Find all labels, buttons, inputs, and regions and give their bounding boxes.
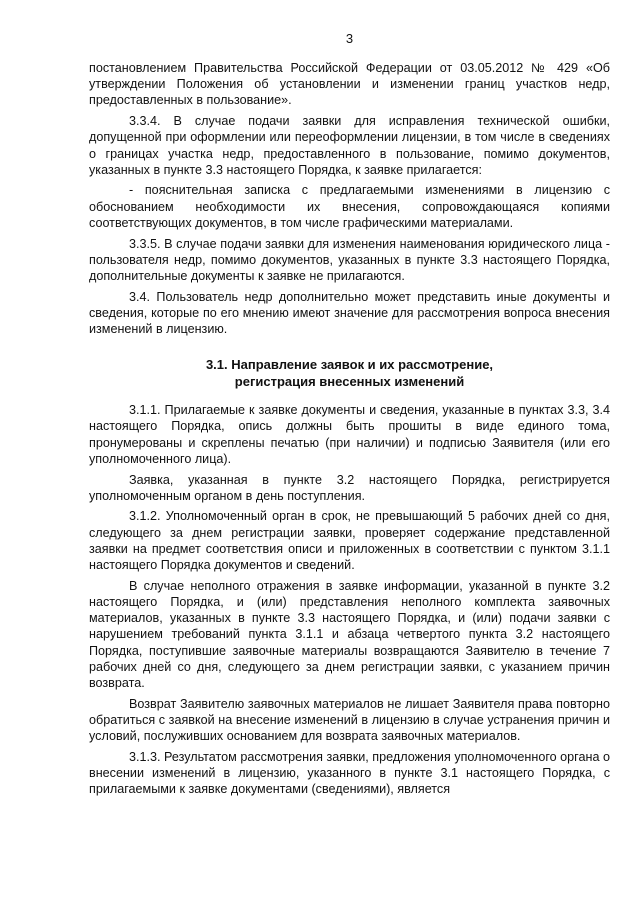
- page-number: 3: [345, 31, 354, 46]
- paragraph-3-3-5: 3.3.5. В случае подачи заявки для изменения наименования юридического лица - пользователя недр, помимо документов, указанных в пункте 3.3 настоящего Порядка, дополнительные документы к заявке не прилагаются.: [89, 236, 610, 283]
- paragraph-3-1-1: 3.1.1. Прилагаемые к заявке документы и сведения, указанные в пунктах 3.3, 3.4 настоящего Порядка, опись должны быть прошиты в виде единого тома, пронумерованы и скреплены печатью (при наличии) и подписью Заявителя (или его уполномоченного лица).: [89, 403, 610, 466]
- paragraph-return-materials: Возврат Заявителю заявочных материалов не лишает Заявителя права повторно обратиться с заявкой на внесение изменений в лицензию в случае устранения причин и условий, послуживших основанием для возврата заявочных материалов.: [89, 696, 610, 744]
- paragraph-resolution-ref: постановлением Правительства Российской Федерации от 03.05.2012 № 429 «Об утверждении Положения об установлении и изменении границ участков недр, предоставленных в пользование».: [89, 61, 610, 108]
- paragraph-3-1-3: 3.1.3. Результатом рассмотрения заявки, предложения уполномоченного органа о внесении изменений в лицензию, указанного в пункте 3.1 настоящего Порядка, с прилагаемыми к заявке документами (сведениями), является: [89, 749, 610, 797]
- paragraph-explanatory-note: - пояснительная записка с предлагаемыми изменениями в лицензию с обоснованием необходимости их внесения, сопровождающаяся копиями соответствующих документов, в том числе графическими материалами.: [89, 183, 610, 230]
- paragraph-3-4: 3.4. Пользователь недр дополнительно может представить иные документы и сведения, которые по его мнению имеют значение для рассмотрения вопроса внесения изменений в лицензию.: [89, 289, 610, 337]
- section-title-line-1: 3.1. Направление заявок и их рассмотрение,: [205, 357, 494, 373]
- section-title: [89, 357, 610, 390]
- paragraph-incomplete-info: В случае неполного отражения в заявке информации, указанной в пункте 3.2 настоящего Порядка, и (или) представления неполного комплекта заявочных материалов, указанных в пункте 3.3 настоящего Порядка, и (или) подачи заявки с нарушением требований пункта 3.1.1 и абзаца четвертого пункта 3.2 настоящего Порядка, поступившие заявочные материалы возвращаются Заявителю в течение 7 рабочих дней со дня, следующего за днем регистрации заявки, с указанием причин возврата.: [89, 578, 610, 690]
- paragraph-3-3-4: 3.3.4. В случае подачи заявки для исправления технической ошибки, допущенной при оформлении или переоформлении лицензии, в том числе в сведениях о границах участка недр, предоставленного в пользование, помимо документов, указанных в пункте 3.3 настоящего Порядка, к заявке прилагается:: [89, 114, 610, 177]
- section-title-line-2: регистрация внесенных изменений: [234, 373, 465, 389]
- paragraph-registration: Заявка, указанная в пункте 3.2 настоящего Порядка, регистрируется уполномоченным органом в день поступления.: [89, 472, 610, 503]
- paragraph-3-1-2: 3.1.2. Уполномоченный орган в срок, не превышающий 5 рабочих дней со дня, следующего за днем регистрации заявки, проверяет содержание представленной заявки на предмет соответствия описи и приложенных в соответствии с пунктом 3.1.1 настоящего Порядка документов и сведений.: [89, 509, 610, 573]
